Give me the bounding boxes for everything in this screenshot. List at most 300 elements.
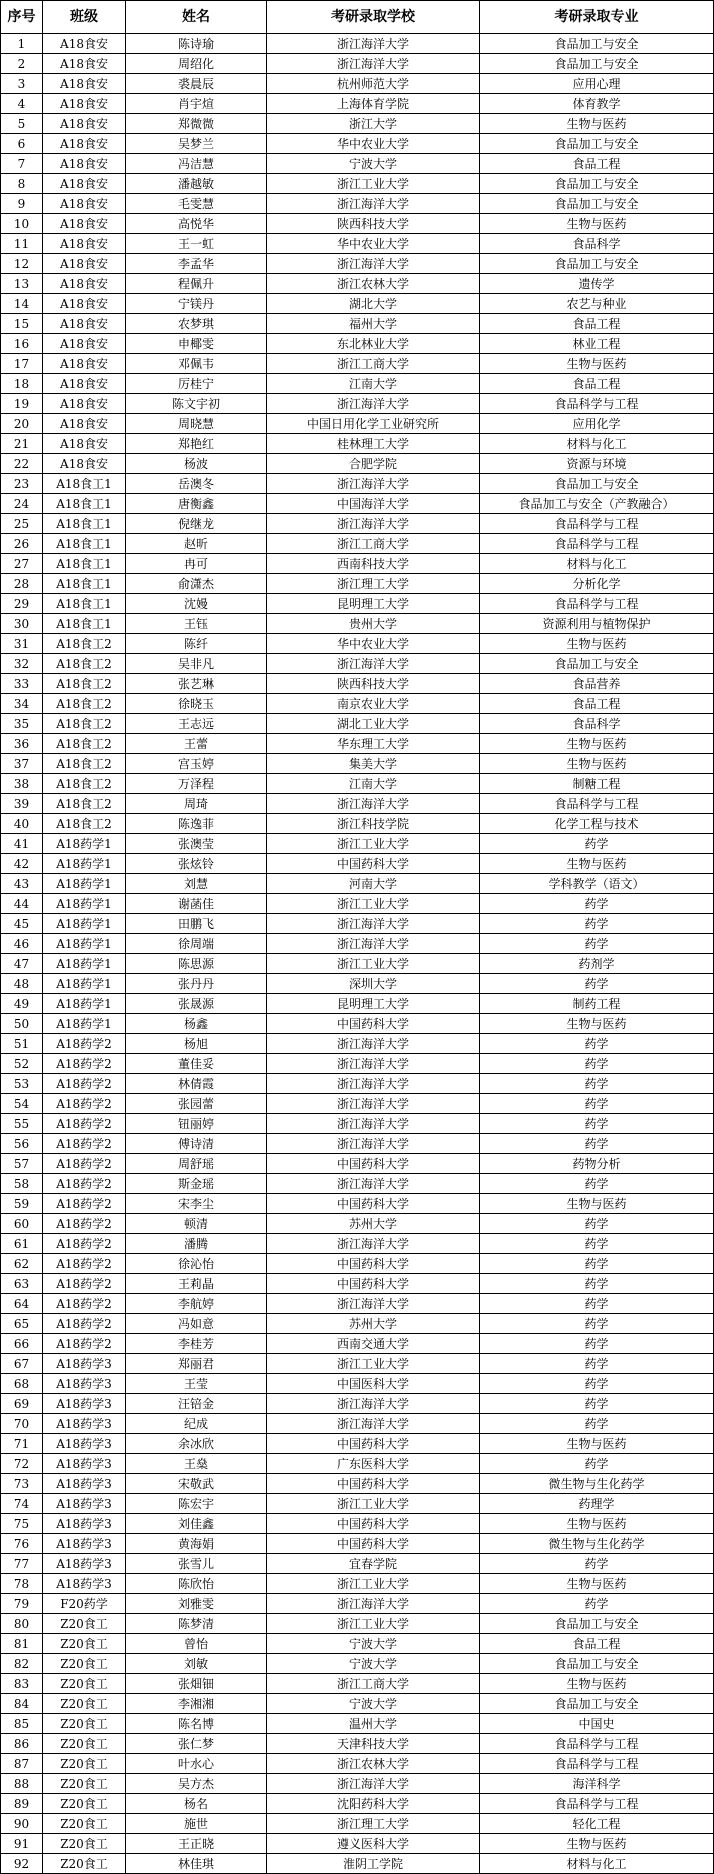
cell-index: 92 xyxy=(1,1854,43,1874)
table-row xyxy=(1,1114,714,1134)
cell-index: 9 xyxy=(1,194,43,214)
table-row xyxy=(1,614,714,634)
header-index: 序号 xyxy=(1,1,43,34)
cell-school: 宁波大学 xyxy=(267,154,480,174)
cell-school: 华中农业大学 xyxy=(267,134,480,154)
table-row xyxy=(1,1514,714,1534)
table-row xyxy=(1,1714,714,1734)
cell-index: 55 xyxy=(1,1114,43,1134)
cell-school: 陕西科技大学 xyxy=(267,674,480,694)
cell-index: 40 xyxy=(1,814,43,834)
cell-index: 59 xyxy=(1,1194,43,1214)
table-row xyxy=(1,854,714,874)
cell-class: A18食安 xyxy=(43,294,126,314)
table-row xyxy=(1,574,714,594)
cell-class: A18药学3 xyxy=(43,1394,126,1414)
cell-class: A18食安 xyxy=(43,114,126,134)
cell-major: 生物与医药 xyxy=(480,1014,714,1034)
cell-index: 78 xyxy=(1,1574,43,1594)
cell-school: 深圳大学 xyxy=(267,974,480,994)
cell-class: Z20食工 xyxy=(43,1854,126,1874)
table-row xyxy=(1,94,714,114)
cell-major: 药学 xyxy=(480,1094,714,1114)
table-row xyxy=(1,814,714,834)
cell-school: 浙江海洋大学 xyxy=(267,474,480,494)
cell-school: 浙江海洋大学 xyxy=(267,1114,480,1134)
cell-major: 药学 xyxy=(480,1034,714,1054)
cell-index: 56 xyxy=(1,1134,43,1154)
cell-name: 周绍化 xyxy=(126,54,267,74)
table-row xyxy=(1,1254,714,1274)
cell-major: 生物与医药 xyxy=(480,1514,714,1534)
cell-name: 曾怡 xyxy=(126,1634,267,1654)
table-row xyxy=(1,1014,714,1034)
cell-index: 41 xyxy=(1,834,43,854)
cell-major: 农艺与种业 xyxy=(480,294,714,314)
cell-school: 华中农业大学 xyxy=(267,234,480,254)
table-row xyxy=(1,974,714,994)
cell-school: 浙江海洋大学 xyxy=(267,1034,480,1054)
cell-name: 倪继龙 xyxy=(126,514,267,534)
table-row xyxy=(1,1074,714,1094)
table-row xyxy=(1,1654,714,1674)
table-row xyxy=(1,254,714,274)
cell-class: A18食安 xyxy=(43,134,126,154)
cell-name: 王一虹 xyxy=(126,234,267,254)
cell-class: A18食安 xyxy=(43,54,126,74)
cell-major: 药学 xyxy=(480,914,714,934)
cell-name: 周晓慧 xyxy=(126,414,267,434)
cell-index: 6 xyxy=(1,134,43,154)
cell-index: 18 xyxy=(1,374,43,394)
table-row xyxy=(1,374,714,394)
cell-major: 食品加工与安全 xyxy=(480,34,714,54)
cell-class: A18药学1 xyxy=(43,994,126,1014)
cell-major: 食品科学与工程 xyxy=(480,1794,714,1814)
cell-class: A18药学1 xyxy=(43,834,126,854)
cell-name: 邓佩韦 xyxy=(126,354,267,374)
cell-school: 河南大学 xyxy=(267,874,480,894)
cell-name: 张园蕾 xyxy=(126,1094,267,1114)
cell-index: 84 xyxy=(1,1694,43,1714)
cell-class: Z20食工 xyxy=(43,1674,126,1694)
cell-name: 肖宇煊 xyxy=(126,94,267,114)
cell-name: 宫玉婷 xyxy=(126,754,267,774)
cell-school: 福州大学 xyxy=(267,314,480,334)
cell-class: A18食工1 xyxy=(43,574,126,594)
cell-class: A18食安 xyxy=(43,94,126,114)
cell-class: A18药学3 xyxy=(43,1554,126,1574)
cell-class: A18食安 xyxy=(43,354,126,374)
table-row xyxy=(1,794,714,814)
table-row xyxy=(1,534,714,554)
cell-index: 25 xyxy=(1,514,43,534)
header-class: 班级 xyxy=(43,1,126,34)
cell-major: 食品工程 xyxy=(480,154,714,174)
cell-school: 浙江理工大学 xyxy=(267,574,480,594)
header-school: 考研录取学校 xyxy=(267,1,480,34)
cell-class: A18药学2 xyxy=(43,1254,126,1274)
cell-major: 生物与医药 xyxy=(480,1674,714,1694)
cell-index: 39 xyxy=(1,794,43,814)
cell-name: 傅诗清 xyxy=(126,1134,267,1154)
cell-name: 张仁梦 xyxy=(126,1734,267,1754)
cell-index: 86 xyxy=(1,1734,43,1754)
table-row xyxy=(1,734,714,754)
table-row xyxy=(1,634,714,654)
cell-school: 遵义医科大学 xyxy=(267,1834,480,1854)
cell-class: A18食安 xyxy=(43,214,126,234)
cell-school: 贵州大学 xyxy=(267,614,480,634)
cell-major: 药学 xyxy=(480,1294,714,1314)
cell-name: 董佳妥 xyxy=(126,1054,267,1074)
table-row xyxy=(1,1214,714,1234)
cell-index: 85 xyxy=(1,1714,43,1734)
cell-name: 徐晓玉 xyxy=(126,694,267,714)
cell-name: 冯洁慧 xyxy=(126,154,267,174)
cell-index: 65 xyxy=(1,1314,43,1334)
cell-index: 75 xyxy=(1,1514,43,1534)
cell-class: A18药学3 xyxy=(43,1434,126,1454)
table-body xyxy=(1,34,714,1874)
cell-index: 61 xyxy=(1,1234,43,1254)
cell-major: 轻化工程 xyxy=(480,1814,714,1834)
cell-school: 浙江科技学院 xyxy=(267,814,480,834)
cell-class: A18药学3 xyxy=(43,1494,126,1514)
cell-major: 食品加工与安全 xyxy=(480,474,714,494)
cell-school: 昆明理工大学 xyxy=(267,994,480,1014)
cell-school: 中国药科大学 xyxy=(267,1474,480,1494)
cell-school: 浙江工业大学 xyxy=(267,174,480,194)
cell-name: 赵昕 xyxy=(126,534,267,554)
cell-major: 食品营养 xyxy=(480,674,714,694)
cell-major: 药学 xyxy=(480,1554,714,1574)
cell-index: 21 xyxy=(1,434,43,454)
cell-name: 陈文宇初 xyxy=(126,394,267,414)
cell-class: Z20食工 xyxy=(43,1614,126,1634)
cell-major: 食品加工与安全 xyxy=(480,1614,714,1634)
cell-index: 68 xyxy=(1,1374,43,1394)
cell-school: 浙江海洋大学 xyxy=(267,514,480,534)
cell-class: A18食安 xyxy=(43,234,126,254)
cell-index: 90 xyxy=(1,1814,43,1834)
cell-major: 资源与环境 xyxy=(480,454,714,474)
cell-index: 87 xyxy=(1,1754,43,1774)
cell-class: Z20食工 xyxy=(43,1654,126,1674)
cell-name: 潘腾 xyxy=(126,1234,267,1254)
cell-school: 浙江海洋大学 xyxy=(267,254,480,274)
cell-index: 52 xyxy=(1,1054,43,1074)
cell-class: A18药学1 xyxy=(43,894,126,914)
cell-index: 83 xyxy=(1,1674,43,1694)
table-row xyxy=(1,194,714,214)
cell-class: A18药学2 xyxy=(43,1234,126,1254)
cell-index: 63 xyxy=(1,1274,43,1294)
cell-index: 80 xyxy=(1,1614,43,1634)
cell-school: 浙江海洋大学 xyxy=(267,794,480,814)
cell-index: 15 xyxy=(1,314,43,334)
cell-name: 裘晨辰 xyxy=(126,74,267,94)
cell-major: 食品加工与安全 xyxy=(480,1694,714,1714)
cell-index: 46 xyxy=(1,934,43,954)
cell-index: 45 xyxy=(1,914,43,934)
cell-index: 2 xyxy=(1,54,43,74)
cell-class: A18药学2 xyxy=(43,1334,126,1354)
cell-name: 申椰雯 xyxy=(126,334,267,354)
cell-name: 徐沁怡 xyxy=(126,1254,267,1274)
cell-major: 资源利用与植物保护 xyxy=(480,614,714,634)
cell-school: 浙江理工大学 xyxy=(267,1814,480,1834)
cell-school: 浙江农林大学 xyxy=(267,274,480,294)
cell-index: 10 xyxy=(1,214,43,234)
cell-class: A18药学2 xyxy=(43,1094,126,1114)
cell-name: 陈思源 xyxy=(126,954,267,974)
table-row xyxy=(1,774,714,794)
cell-name: 杨名 xyxy=(126,1794,267,1814)
cell-name: 刘佳鑫 xyxy=(126,1514,267,1534)
cell-school: 集美大学 xyxy=(267,754,480,774)
cell-index: 20 xyxy=(1,414,43,434)
table-row xyxy=(1,934,714,954)
cell-school: 中国药科大学 xyxy=(267,1154,480,1174)
cell-major: 药学 xyxy=(480,894,714,914)
cell-name: 张雪儿 xyxy=(126,1554,267,1574)
table-row xyxy=(1,654,714,674)
table-row xyxy=(1,1354,714,1374)
cell-index: 23 xyxy=(1,474,43,494)
cell-class: A18食安 xyxy=(43,374,126,394)
cell-major: 食品科学与工程 xyxy=(480,394,714,414)
cell-name: 陈宏宇 xyxy=(126,1494,267,1514)
table-row xyxy=(1,34,714,54)
cell-index: 77 xyxy=(1,1554,43,1574)
cell-class: A18药学2 xyxy=(43,1194,126,1214)
cell-index: 38 xyxy=(1,774,43,794)
cell-index: 73 xyxy=(1,1474,43,1494)
cell-index: 89 xyxy=(1,1794,43,1814)
cell-index: 76 xyxy=(1,1534,43,1554)
cell-name: 高悦华 xyxy=(126,214,267,234)
cell-major: 食品科学 xyxy=(480,714,714,734)
cell-index: 33 xyxy=(1,674,43,694)
cell-index: 17 xyxy=(1,354,43,374)
cell-school: 昆明理工大学 xyxy=(267,594,480,614)
cell-school: 浙江农林大学 xyxy=(267,1754,480,1774)
cell-class: Z20食工 xyxy=(43,1774,126,1794)
cell-school: 南京农业大学 xyxy=(267,694,480,714)
table-row xyxy=(1,1394,714,1414)
cell-class: A18食安 xyxy=(43,394,126,414)
cell-major: 中国史 xyxy=(480,1714,714,1734)
cell-index: 51 xyxy=(1,1034,43,1054)
cell-major: 食品加工与安全（产教融合） xyxy=(480,494,714,514)
table-row xyxy=(1,1294,714,1314)
table-row xyxy=(1,334,714,354)
cell-major: 药学 xyxy=(480,1334,714,1354)
cell-index: 37 xyxy=(1,754,43,774)
cell-school: 淮阴工学院 xyxy=(267,1854,480,1874)
cell-major: 药学 xyxy=(480,1134,714,1154)
table-row xyxy=(1,314,714,334)
cell-index: 30 xyxy=(1,614,43,634)
cell-school: 浙江工业大学 xyxy=(267,834,480,854)
cell-class: A18食安 xyxy=(43,334,126,354)
cell-name: 刘雅雯 xyxy=(126,1594,267,1614)
cell-class: A18药学3 xyxy=(43,1514,126,1534)
cell-major: 药学 xyxy=(480,1114,714,1134)
cell-name: 陈逸菲 xyxy=(126,814,267,834)
cell-name: 斯金瑶 xyxy=(126,1174,267,1194)
cell-name: 杨波 xyxy=(126,454,267,474)
cell-school: 浙江海洋大学 xyxy=(267,1054,480,1074)
cell-school: 苏州大学 xyxy=(267,1314,480,1334)
cell-name: 刘慧 xyxy=(126,874,267,894)
cell-school: 中国药科大学 xyxy=(267,1514,480,1534)
cell-major: 药学 xyxy=(480,934,714,954)
cell-class: A18食工1 xyxy=(43,494,126,514)
cell-index: 66 xyxy=(1,1334,43,1354)
table-row xyxy=(1,74,714,94)
cell-class: A18食工1 xyxy=(43,614,126,634)
table-row xyxy=(1,394,714,414)
cell-class: A18药学3 xyxy=(43,1414,126,1434)
table-row xyxy=(1,1734,714,1754)
cell-class: Z20食工 xyxy=(43,1734,126,1754)
cell-name: 王莉晶 xyxy=(126,1274,267,1294)
cell-major: 食品工程 xyxy=(480,374,714,394)
cell-name: 郑艳红 xyxy=(126,434,267,454)
cell-school: 中国药科大学 xyxy=(267,1014,480,1034)
cell-major: 生物与医药 xyxy=(480,634,714,654)
cell-school: 浙江海洋大学 xyxy=(267,934,480,954)
cell-class: A18食工2 xyxy=(43,674,126,694)
cell-school: 沈阳药科大学 xyxy=(267,1794,480,1814)
cell-major: 药学 xyxy=(480,1234,714,1254)
table-row xyxy=(1,114,714,134)
cell-class: A18食安 xyxy=(43,74,126,94)
cell-name: 吴方杰 xyxy=(126,1774,267,1794)
cell-major: 学科教学（语文） xyxy=(480,874,714,894)
cell-index: 91 xyxy=(1,1834,43,1854)
cell-major: 药学 xyxy=(480,1594,714,1614)
cell-major: 生物与医药 xyxy=(480,354,714,374)
cell-index: 29 xyxy=(1,594,43,614)
cell-index: 12 xyxy=(1,254,43,274)
cell-class: A18食安 xyxy=(43,454,126,474)
cell-major: 制糖工程 xyxy=(480,774,714,794)
cell-school: 浙江工业大学 xyxy=(267,1614,480,1634)
cell-class: A18药学2 xyxy=(43,1114,126,1134)
cell-school: 中国药科大学 xyxy=(267,1274,480,1294)
cell-school: 江南大学 xyxy=(267,774,480,794)
table-row xyxy=(1,1794,714,1814)
table-row xyxy=(1,714,714,734)
cell-major: 食品加工与安全 xyxy=(480,194,714,214)
cell-major: 分析化学 xyxy=(480,574,714,594)
cell-index: 53 xyxy=(1,1074,43,1094)
cell-major: 制药工程 xyxy=(480,994,714,1014)
cell-major: 食品加工与安全 xyxy=(480,174,714,194)
cell-index: 28 xyxy=(1,574,43,594)
cell-name: 杨旭 xyxy=(126,1034,267,1054)
cell-major: 体育教学 xyxy=(480,94,714,114)
cell-class: A18食工1 xyxy=(43,594,126,614)
cell-class: Z20食工 xyxy=(43,1834,126,1854)
cell-major: 药学 xyxy=(480,1214,714,1234)
cell-class: A18食工2 xyxy=(43,794,126,814)
cell-school: 中国药科大学 xyxy=(267,1534,480,1554)
cell-name: 陈诗瑜 xyxy=(126,34,267,54)
cell-major: 生物与医药 xyxy=(480,114,714,134)
cell-class: Z20食工 xyxy=(43,1694,126,1714)
cell-index: 49 xyxy=(1,994,43,1014)
cell-name: 施世 xyxy=(126,1814,267,1834)
cell-major: 食品加工与安全 xyxy=(480,134,714,154)
cell-major: 生物与医药 xyxy=(480,734,714,754)
cell-major: 食品科学与工程 xyxy=(480,514,714,534)
table-row xyxy=(1,494,714,514)
cell-index: 44 xyxy=(1,894,43,914)
table-row xyxy=(1,1694,714,1714)
cell-school: 广东医科大学 xyxy=(267,1454,480,1474)
cell-class: A18药学3 xyxy=(43,1474,126,1494)
cell-major: 药学 xyxy=(480,1374,714,1394)
cell-school: 浙江海洋大学 xyxy=(267,1294,480,1314)
cell-class: F20药学 xyxy=(43,1594,126,1614)
cell-name: 冉可 xyxy=(126,554,267,574)
cell-school: 浙江海洋大学 xyxy=(267,1074,480,1094)
cell-school: 浙江工业大学 xyxy=(267,1354,480,1374)
cell-index: 47 xyxy=(1,954,43,974)
table-row xyxy=(1,1554,714,1574)
cell-name: 厉桂宁 xyxy=(126,374,267,394)
table-row xyxy=(1,1194,714,1214)
table-row xyxy=(1,1274,714,1294)
cell-major: 食品工程 xyxy=(480,694,714,714)
table-row xyxy=(1,1154,714,1174)
cell-class: A18药学2 xyxy=(43,1314,126,1334)
cell-school: 浙江海洋大学 xyxy=(267,914,480,934)
cell-class: A18食安 xyxy=(43,194,126,214)
cell-major: 食品工程 xyxy=(480,314,714,334)
cell-index: 67 xyxy=(1,1354,43,1374)
cell-school: 东北林业大学 xyxy=(267,334,480,354)
cell-index: 64 xyxy=(1,1294,43,1314)
cell-class: A18食工2 xyxy=(43,774,126,794)
cell-major: 食品加工与安全 xyxy=(480,54,714,74)
table-row xyxy=(1,954,714,974)
cell-class: A18食安 xyxy=(43,314,126,334)
cell-school: 宜春学院 xyxy=(267,1554,480,1574)
cell-name: 纪成 xyxy=(126,1414,267,1434)
cell-class: A18药学1 xyxy=(43,974,126,994)
cell-index: 71 xyxy=(1,1434,43,1454)
cell-major: 食品科学与工程 xyxy=(480,1754,714,1774)
cell-name: 王正晓 xyxy=(126,1834,267,1854)
cell-index: 72 xyxy=(1,1454,43,1474)
cell-index: 5 xyxy=(1,114,43,134)
table-row xyxy=(1,894,714,914)
header-name: 姓名 xyxy=(126,1,267,34)
cell-index: 8 xyxy=(1,174,43,194)
cell-school: 浙江海洋大学 xyxy=(267,394,480,414)
cell-class: A18食工2 xyxy=(43,654,126,674)
cell-school: 中国海洋大学 xyxy=(267,494,480,514)
cell-major: 食品科学与工程 xyxy=(480,594,714,614)
cell-index: 14 xyxy=(1,294,43,314)
cell-class: A18食工2 xyxy=(43,814,126,834)
cell-school: 中国日用化学工业研究所 xyxy=(267,414,480,434)
